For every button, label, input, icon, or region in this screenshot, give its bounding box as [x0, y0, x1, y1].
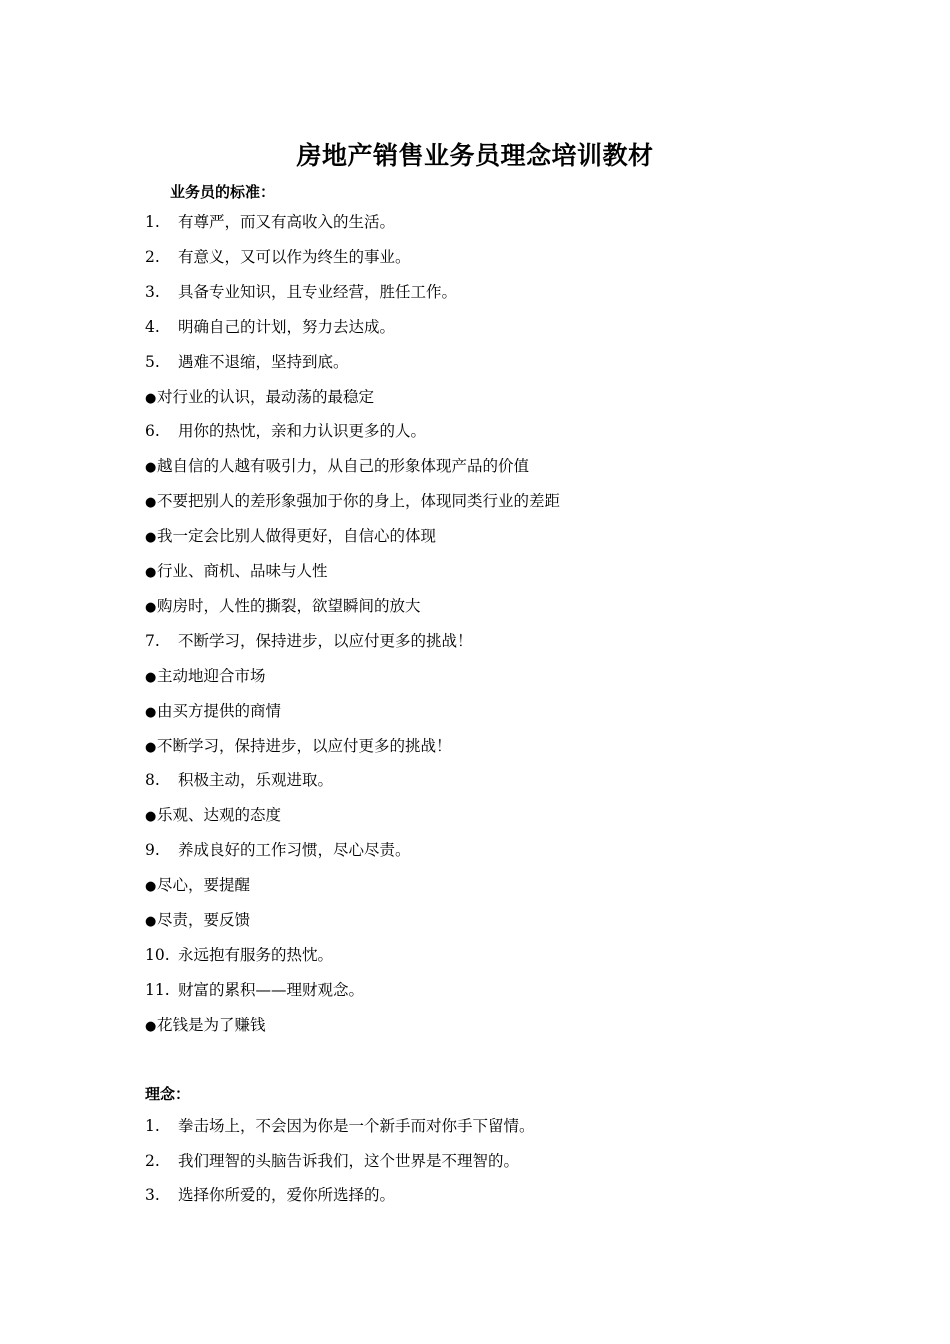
- item-text: 乐观、达观的态度: [157, 806, 282, 825]
- item-text: 明确自己的计划，努力去达成。: [178, 317, 396, 336]
- list-item: [145, 1015, 266, 1037]
- list-item: [145, 352, 349, 372]
- item-number: 1.: [145, 213, 160, 231]
- document-title: 房地产销售业务员理念培训教材: [296, 141, 654, 170]
- list-item: [145, 1151, 519, 1171]
- item-text: 花钱是为了赚钱: [157, 1015, 266, 1034]
- item-number: 2.: [145, 247, 160, 266]
- item-text: 具备专业知识，且专业经营，胜任工作。: [178, 282, 458, 301]
- list-item: [145, 1116, 535, 1136]
- item-text: 主动地迎合市场: [157, 666, 266, 685]
- list-item: [145, 596, 421, 618]
- item-number: 10.: [145, 945, 170, 964]
- bullet-icon: ●: [145, 565, 157, 580]
- bullet-icon: ●: [145, 739, 157, 755]
- item-text: 选择你所爱的，爱你所选择的。: [178, 1186, 396, 1204]
- list-item: [145, 666, 266, 688]
- item-text: 财富的累积——理财观念。: [178, 980, 365, 999]
- bullet-icon: ●: [145, 809, 157, 825]
- bullet-icon: ●: [145, 460, 157, 476]
- item-text: 购房时，人性的撕裂，欲望瞬间的放大: [157, 596, 421, 615]
- item-text: 用你的热忱，亲和力认识更多的人。: [178, 422, 427, 441]
- list-item: [145, 805, 281, 827]
- item-text: 积极主动，乐观进取。: [178, 771, 334, 790]
- bullet-icon: ●: [145, 530, 157, 546]
- item-text: 不要把别人的差形象强加于你的身上，体现同类行业的差距: [157, 492, 561, 511]
- item-number: 4.: [145, 317, 160, 336]
- item-text: 不断学习，保持进步，以应付更多的挑战！: [178, 631, 473, 650]
- list-item: [145, 910, 250, 932]
- bullet-icon: ●: [145, 599, 157, 615]
- list-item: [145, 945, 333, 965]
- list-item: [145, 317, 395, 337]
- list-item: [145, 840, 411, 860]
- list-item: [145, 701, 281, 723]
- item-number: 9.: [145, 841, 160, 860]
- item-text: 尽责，要反馈: [157, 911, 251, 929]
- item-text: 永远抱有服务的热忱。: [178, 945, 334, 964]
- list-item: [145, 875, 250, 897]
- bullet-icon: ●: [145, 704, 157, 720]
- concept-heading: 理念：: [145, 1085, 191, 1103]
- list-item: [145, 456, 529, 478]
- item-text: 我们理智的头脑告诉我们，这个世界是不理智的。: [178, 1151, 520, 1170]
- item-number: 6.: [145, 422, 160, 441]
- list-item: [145, 770, 333, 790]
- item-text: 尽心，要提醒: [157, 876, 251, 895]
- item-text: 遇难不退缩，坚持到底。: [178, 352, 349, 371]
- list-item: [145, 980, 364, 1000]
- list-item: [145, 247, 411, 267]
- item-text: 养成良好的工作习惯，尽心尽责。: [178, 841, 411, 860]
- item-text: 行业、商机、品味与人性: [157, 562, 328, 580]
- bullet-icon: ●: [145, 1018, 157, 1034]
- item-number: 8.: [145, 771, 160, 790]
- item-text: 对行业的认识，最动荡的最稳定: [157, 387, 375, 406]
- list-item: [145, 282, 457, 302]
- list-item: [145, 526, 436, 548]
- item-number: 5.: [145, 352, 160, 371]
- item-text: 由买方提供的商情: [157, 701, 282, 720]
- list-item: [145, 491, 560, 513]
- item-number: 11.: [145, 980, 170, 999]
- item-number: 3.: [145, 282, 160, 301]
- item-text: 越自信的人越有吸引力，从自己的形象体现产品的价值: [157, 457, 530, 476]
- bullet-icon: ●: [145, 879, 157, 895]
- item-number: 7.: [145, 631, 160, 650]
- list-item: [145, 387, 374, 409]
- bullet-icon: ●: [145, 914, 157, 929]
- item-text: 不断学习，保持进步，以应付更多的挑战！: [157, 736, 452, 755]
- list-item: [145, 421, 426, 441]
- standards-heading: 业务员的标准：: [170, 183, 276, 201]
- list-item: [145, 212, 395, 232]
- bullet-icon: ●: [145, 669, 157, 685]
- list-item: [145, 561, 328, 583]
- item-text: 我一定会比别人做得更好，自信心的体现: [157, 527, 437, 546]
- bullet-icon: ●: [145, 495, 157, 511]
- item-number: 3.: [145, 1186, 160, 1204]
- item-text: 有尊严，而又有高收入的生活。: [178, 213, 396, 231]
- item-text: 有意义，又可以作为终生的事业。: [178, 247, 411, 266]
- bullet-icon: ●: [145, 390, 157, 406]
- item-number: 2.: [145, 1151, 160, 1170]
- item-number: 1.: [145, 1117, 160, 1135]
- item-text: 拳击场上，不会因为你是一个新手而对你手下留情。: [178, 1117, 535, 1135]
- list-item: [145, 736, 452, 758]
- list-item: [145, 631, 473, 651]
- list-item: [145, 1185, 395, 1205]
